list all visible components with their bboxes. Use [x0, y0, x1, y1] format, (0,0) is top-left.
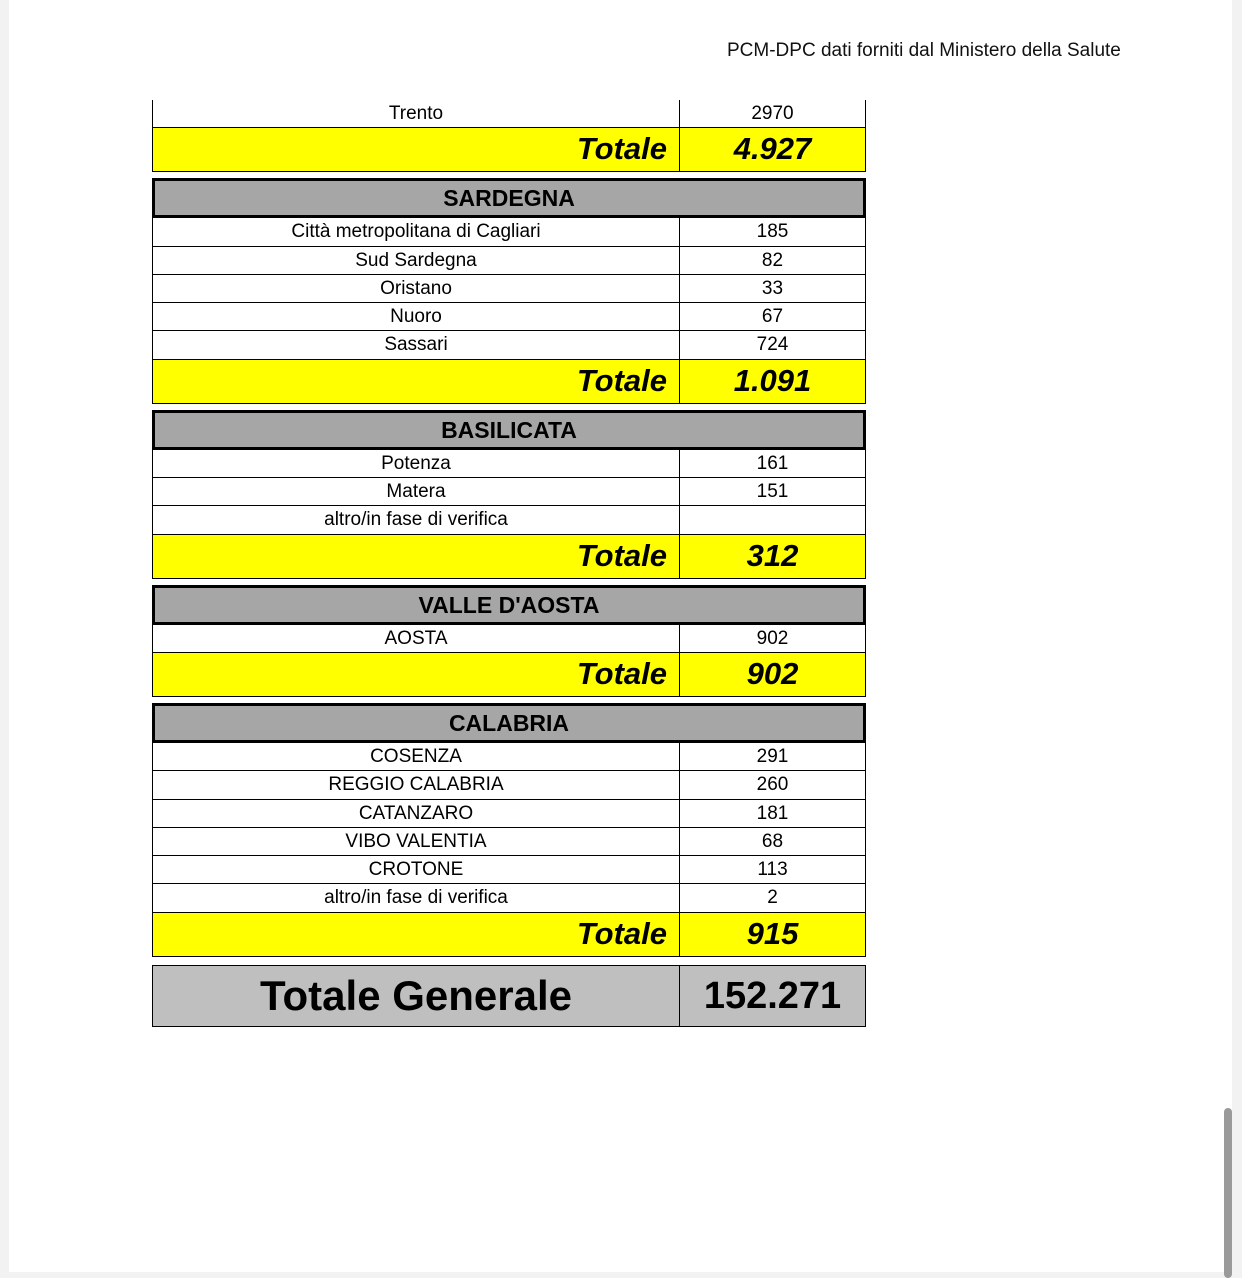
province-name: Sassari — [152, 331, 680, 359]
province-name: Nuoro — [152, 303, 680, 331]
total-row — [152, 653, 866, 697]
province-name: Sud Sardegna — [152, 247, 680, 275]
table-row — [152, 450, 866, 478]
table-row — [152, 828, 866, 856]
province-value: 2 — [680, 884, 866, 912]
province-value: 902 — [680, 625, 866, 653]
province-name: altro/in fase di verifica — [152, 884, 680, 912]
total-value: 915 — [680, 913, 866, 957]
total-label: Totale — [152, 535, 680, 579]
source-header: PCM-DPC dati forniti dal Ministero della Salute — [727, 40, 1121, 61]
province-name: altro/in fase di verifica — [152, 506, 680, 534]
grand-total-row — [152, 965, 866, 1027]
province-value: 67 — [680, 303, 866, 331]
total-value: 4.927 — [680, 128, 866, 172]
total-row — [152, 535, 866, 579]
total-label: Totale — [152, 128, 680, 172]
table-row — [152, 331, 866, 359]
province-value: 151 — [680, 478, 866, 506]
region-header-valle-daosta: VALLE D'AOSTA — [152, 585, 866, 625]
province-name: VIBO VALENTIA — [152, 828, 680, 856]
province-value: 33 — [680, 275, 866, 303]
region-header-calabria: CALABRIA — [152, 703, 866, 743]
province-value: 724 — [680, 331, 866, 359]
total-row — [152, 360, 866, 404]
table-row — [152, 218, 866, 246]
province-name: Potenza — [152, 450, 680, 478]
total-label: Totale — [152, 913, 680, 957]
province-name: CATANZARO — [152, 800, 680, 828]
table-row — [152, 303, 866, 331]
document-page — [9, 0, 1232, 1272]
table-row — [152, 743, 866, 771]
province-value — [680, 506, 866, 534]
table-row — [152, 506, 866, 534]
total-value: 1.091 — [680, 360, 866, 404]
grand-total-value: 152.271 — [680, 965, 866, 1027]
province-name: COSENZA — [152, 743, 680, 771]
table-row — [152, 856, 866, 884]
province-name: CROTONE — [152, 856, 680, 884]
province-value: 82 — [680, 247, 866, 275]
province-name: Città metropolitana di Cagliari — [152, 218, 680, 246]
province-name: REGGIO CALABRIA — [152, 771, 680, 799]
table-row — [152, 247, 866, 275]
grand-total-label: Totale Generale — [152, 965, 680, 1027]
province-name: AOSTA — [152, 625, 680, 653]
table-row — [152, 771, 866, 799]
table-row — [152, 800, 866, 828]
table-row — [152, 478, 866, 506]
region-header-sardegna: SARDEGNA — [152, 178, 866, 218]
total-label: Totale — [152, 653, 680, 697]
province-value: 68 — [680, 828, 866, 856]
total-value: 902 — [680, 653, 866, 697]
province-value: 260 — [680, 771, 866, 799]
table-row — [152, 625, 866, 653]
vertical-scrollbar[interactable] — [1224, 1108, 1232, 1278]
province-value: 185 — [680, 218, 866, 246]
province-value: 161 — [680, 450, 866, 478]
province-name: Matera — [152, 478, 680, 506]
province-value: 181 — [680, 800, 866, 828]
total-row — [152, 128, 866, 172]
table-row — [152, 884, 866, 912]
province-value: 2970 — [680, 100, 866, 128]
total-value: 312 — [680, 535, 866, 579]
table-row — [152, 275, 866, 303]
total-row — [152, 913, 866, 957]
region-header-basilicata: BASILICATA — [152, 410, 866, 450]
cases-table — [152, 100, 866, 1027]
province-name: Trento — [152, 100, 680, 128]
total-label: Totale — [152, 360, 680, 404]
table-row — [152, 100, 866, 128]
province-name: Oristano — [152, 275, 680, 303]
province-value: 113 — [680, 856, 866, 884]
province-value: 291 — [680, 743, 866, 771]
